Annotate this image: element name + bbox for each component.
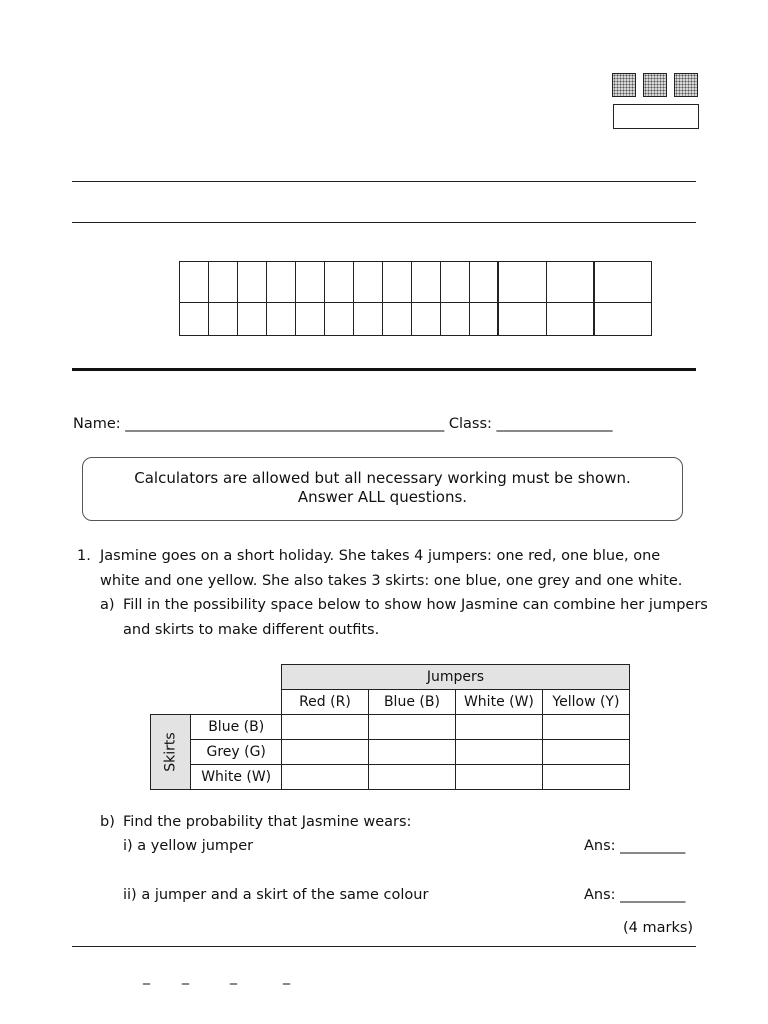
id-box-2 (643, 73, 667, 97)
grid-cell[interactable] (547, 303, 595, 336)
part-a-label: a) (100, 597, 115, 613)
answer-cell[interactable] (281, 715, 368, 740)
answer-cell[interactable] (281, 740, 368, 765)
answer-cell[interactable] (455, 765, 542, 790)
footer-dash-3: _ (230, 969, 237, 985)
column-header: Yellow (Y) (542, 690, 629, 715)
answer-cell[interactable] (368, 740, 455, 765)
name-class-row (73, 416, 698, 432)
bottom-rule (72, 946, 696, 947)
grid-cell[interactable] (325, 303, 354, 336)
part-a-text (123, 593, 708, 642)
row-header: White (W) (191, 765, 282, 790)
grid-cell[interactable] (412, 262, 441, 303)
part-b-label: b) (100, 814, 115, 830)
answer-1 (584, 838, 685, 854)
instructions-box (82, 457, 683, 521)
table-row (151, 740, 630, 765)
question-stem (100, 544, 700, 593)
grid-cell[interactable] (383, 262, 412, 303)
grid-cell[interactable] (594, 262, 652, 303)
grid-cell[interactable] (470, 303, 499, 336)
answer-cell[interactable] (455, 740, 542, 765)
row-header: Blue (B) (191, 715, 282, 740)
answer-cell[interactable] (455, 715, 542, 740)
grid-cell[interactable] (470, 262, 499, 303)
instructions-line-1: Calculators are allowed but all necessary working must be shown. (134, 469, 631, 487)
answer-cell[interactable] (368, 765, 455, 790)
table-column-row (151, 690, 630, 715)
blank-cell (191, 690, 282, 715)
jumpers-heading: Jumpers (281, 665, 629, 690)
grid-cell[interactable] (325, 262, 354, 303)
answer-cell[interactable] (542, 765, 629, 790)
grid-cell[interactable] (180, 262, 209, 303)
grid-row (180, 262, 652, 303)
table-row (151, 715, 630, 740)
answer-field[interactable]: _________ (620, 838, 686, 854)
grid-cell[interactable] (383, 303, 412, 336)
part-b-item-1: i) a yellow jumper (123, 838, 254, 854)
grid-cell[interactable] (354, 303, 383, 336)
answer-label: Ans: (584, 887, 616, 903)
part-b-item-2: ii) a jumper and a skirt of the same colour (123, 887, 429, 903)
table-row (151, 765, 630, 790)
possibility-space-table (150, 664, 630, 790)
column-header: Blue (B) (368, 690, 455, 715)
grid-cell[interactable] (441, 262, 470, 303)
column-header: Red (R) (281, 690, 368, 715)
code-box[interactable] (613, 104, 699, 129)
grid-cell[interactable] (498, 303, 547, 336)
name-field[interactable]: ____________________________________________ (125, 416, 445, 432)
answer-2 (584, 887, 685, 903)
part-a-line-2: and skirts to make different outfits. (123, 621, 380, 638)
grid-row (180, 303, 652, 336)
skirts-heading-text: Skirts (162, 732, 179, 772)
name-label: Name: (73, 416, 121, 432)
class-label: Class: (448, 416, 492, 432)
grid-cell[interactable] (180, 303, 209, 336)
class-field[interactable]: ________________ (496, 416, 613, 432)
header-rule-1 (72, 181, 696, 182)
footer-dash-4: _ (283, 969, 290, 985)
grid-cell[interactable] (498, 262, 547, 303)
column-header: White (W) (455, 690, 542, 715)
id-box-3 (674, 73, 698, 97)
question-line-1: Jasmine goes on a short holiday. She takes 4 jumpers: one red, one blue, one (100, 548, 661, 564)
blank-cell (151, 690, 191, 715)
grid-cell[interactable] (547, 262, 595, 303)
skirts-heading (151, 715, 191, 790)
grid-cell[interactable] (238, 262, 267, 303)
grid-cell[interactable] (594, 303, 652, 336)
question-number: 1. (77, 548, 91, 564)
part-b-prompt: Find the probability that Jasmine wears: (123, 814, 412, 830)
header-rule-2 (72, 222, 696, 223)
candidate-number-grid (179, 261, 652, 336)
marks-label: (4 marks) (623, 920, 694, 936)
grid-cell[interactable] (267, 262, 296, 303)
grid-cell[interactable] (412, 303, 441, 336)
id-box-1 (612, 73, 636, 97)
grid-cell[interactable] (209, 262, 238, 303)
question-line-2: white and one yellow. She also takes 3 skirts: one blue, one grey and one white. (100, 572, 683, 589)
footer-dash-1: _ (143, 969, 150, 985)
answer-cell[interactable] (542, 715, 629, 740)
instructions-line-2: Answer ALL questions. (297, 488, 468, 506)
grid-cell[interactable] (209, 303, 238, 336)
blank-cell (151, 665, 191, 690)
answer-field[interactable]: _________ (620, 887, 686, 903)
row-header: Grey (G) (191, 740, 282, 765)
section-divider (72, 368, 696, 371)
grid-cell[interactable] (441, 303, 470, 336)
grid-cell[interactable] (238, 303, 267, 336)
grid-cell[interactable] (296, 303, 325, 336)
answer-label: Ans: (584, 838, 616, 854)
table-header-row (151, 665, 630, 690)
grid-cell[interactable] (354, 262, 383, 303)
grid-cell[interactable] (296, 262, 325, 303)
answer-cell[interactable] (368, 715, 455, 740)
part-a-line-1: Fill in the possibility space below to show how Jasmine can combine her jumpers (123, 597, 708, 613)
footer-dash-2: _ (182, 969, 189, 985)
grid-cell[interactable] (267, 303, 296, 336)
answer-cell[interactable] (542, 740, 629, 765)
blank-cell (191, 665, 282, 690)
answer-cell[interactable] (281, 765, 368, 790)
